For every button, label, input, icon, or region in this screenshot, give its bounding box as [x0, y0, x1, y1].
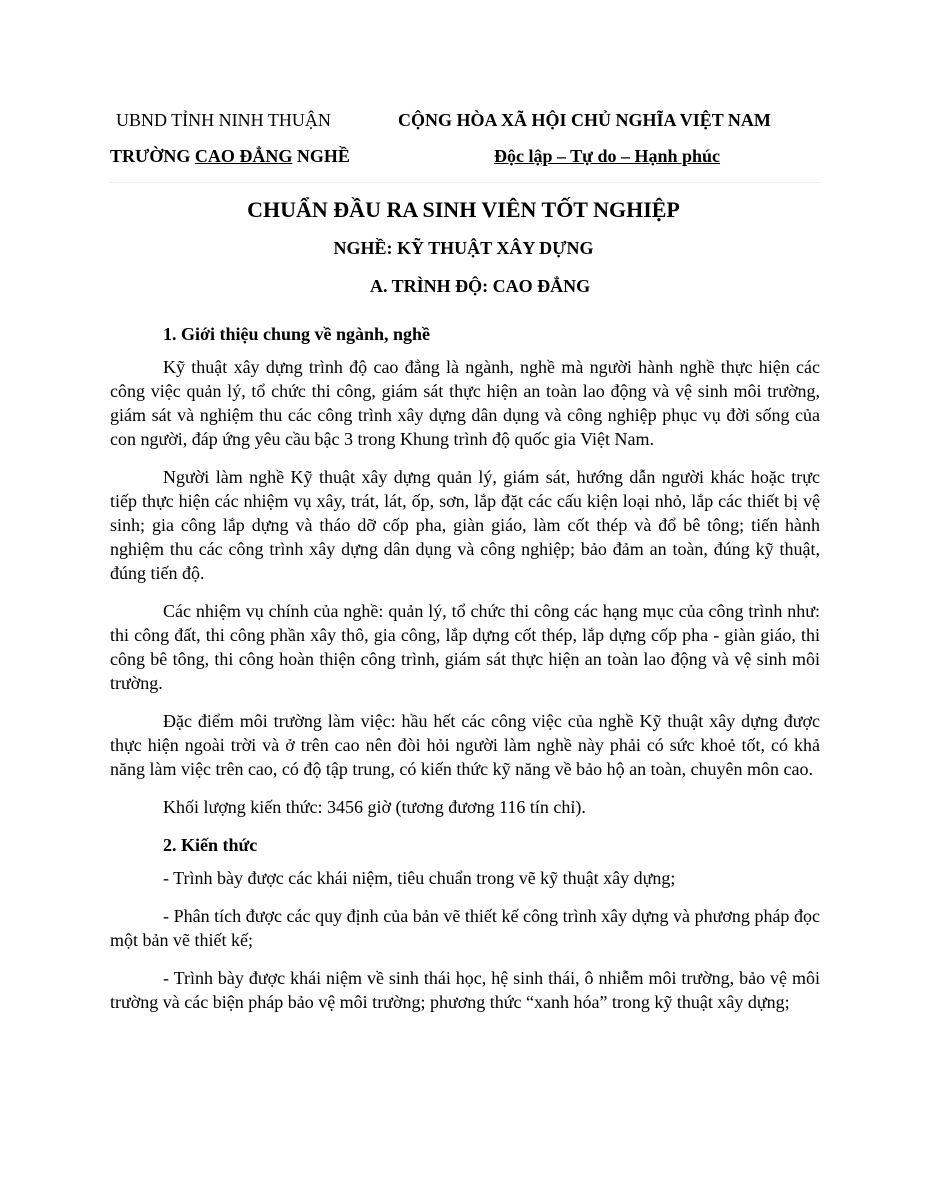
- paragraph: Các nhiệm vụ chính của nghề: quản lý, tổ chức thi công các hạng mục của công trình như: thi công đất, thi công phần xây thô, gia công, lắp dựng cốt thép, lắp dựng cốp pha - giàn giáo, thi công bê tông, thi công hoàn thiện công trình, giám sát thực hiện an toàn lao động và vệ sinh môi trường.: [110, 601, 820, 693]
- paragraph: Người làm nghề Kỹ thuật xây dựng quản lý, giám sát, hướng dẫn người khác hoặc trực tiếp thực hiện các nhiệm vụ xây, trát, lát, ốp, sơn, lắp đặt các cấu kiện loại nhỏ, lắp các thiết bị vệ sinh; gia công lắp dựng và tháo dỡ cốp pha, giàn giáo, làm cốt thép và đổ bê tông; tiến hành nghiệm thu các công trình xây dựng dân dụng và công nghiệp; bảo đảm an toàn, đúng kỹ thuật, đúng tiến độ.: [110, 467, 820, 583]
- training-level: A. TRÌNH ĐỘ: CAO ĐẲNG: [370, 276, 591, 296]
- document-title: CHUẨN ĐẦU RA SINH VIÊN TỐT NGHIỆP: [247, 197, 680, 222]
- header-divider: [110, 182, 820, 183]
- paragraph: Kỹ thuật xây dựng trình độ cao đẳng là ngành, nghề mà người hành nghề thực hiện các công việc quản lý, tổ chức thi công, giám sát thực hiện an toàn lao động và vệ sinh môi trường, giám sát và nghiệm thu các công trình xây dựng dân dụng và công nghiệp phục vụ đời sống của con người, đáp ứng yêu cầu bậc 3 trong Khung trình độ quốc gia Việt Nam.: [110, 357, 820, 449]
- issuer-school-underlined: CAO ĐẲNG: [194, 146, 293, 166]
- list-item: - Phân tích được các quy định của bản vẽ thiết kế công trình xây dựng và phương pháp đọc một bản vẽ thiết kế;: [110, 906, 820, 950]
- issuer-school: [110, 146, 350, 167]
- issuer-school-pre: TRƯỜNG: [110, 146, 195, 166]
- document-subtitle: NGHỀ: KỸ THUẬT XÂY DỰNG: [333, 238, 594, 258]
- section-heading-introduction: 1. Giới thiệu chung về ngành, nghề: [163, 324, 431, 344]
- list-item: - Trình bày được các khái niệm, tiêu chuẩn trong vẽ kỹ thuật xây dựng;: [163, 868, 676, 888]
- paragraph: Khối lượng kiến thức: 3456 giờ (tương đương 116 tín chỉ).: [163, 797, 586, 817]
- national-motto: Độc lập – Tự do – Hạnh phúc: [494, 146, 721, 166]
- paragraph: Đặc điểm môi trường làm việc: hầu hết các công việc của nghề Kỹ thuật xây dựng được thực hiện ngoài trời và ở trên cao nên đòi hỏi người làm nghề này phải có sức khoẻ tốt, có khả năng làm việc trên cao, có độ tập trung, có kiến thức kỹ năng về bảo hộ an toàn, chuyên môn cao.: [110, 711, 820, 779]
- issuer-school-post: NGHỀ: [292, 146, 350, 166]
- document-body: [110, 322, 820, 1028]
- list-item: - Trình bày được khái niệm về sinh thái học, hệ sinh thái, ô nhiễm môi trường, bảo vệ môi trường và các biện pháp bảo vệ môi trường; phương thức “xanh hóa” trong kỹ thuật xây dựng;: [110, 968, 820, 1012]
- issuer-authority: UBND TỈNH NINH THUẬN: [116, 110, 331, 130]
- national-title: CỘNG HÒA XÃ HỘI CHỦ NGHĨA VIỆT NAM: [398, 110, 771, 130]
- section-heading-knowledge: 2. Kiến thức: [163, 835, 258, 855]
